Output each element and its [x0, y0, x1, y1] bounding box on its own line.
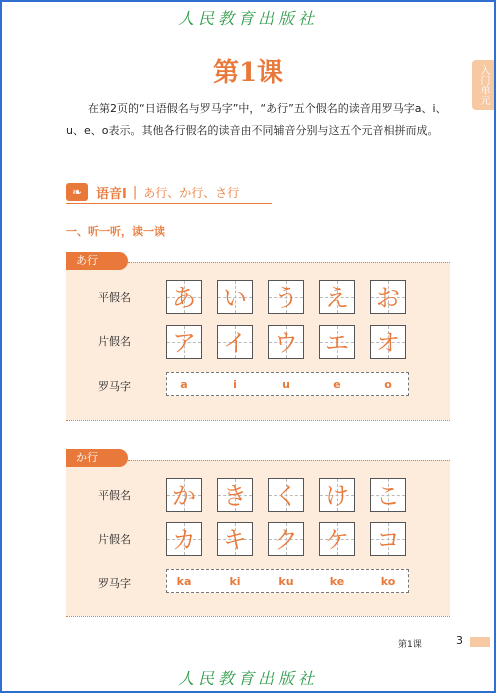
- romaji-text: o: [384, 378, 392, 391]
- lesson-title: 第1课: [212, 58, 284, 88]
- publisher-logo-bottom: 人民教育出版社: [177, 669, 318, 688]
- kana-cell: う: [268, 280, 304, 314]
- romaji-text: ku: [278, 575, 294, 588]
- kana-cell: か: [166, 478, 202, 512]
- romaji-text: a: [180, 378, 188, 391]
- kana-cell: ケ: [319, 522, 355, 556]
- row-label-hiragana: 平假名: [98, 291, 131, 304]
- kana-cell: コ: [370, 522, 406, 556]
- kana-cell: き: [217, 478, 253, 512]
- romaji-text: ki: [229, 575, 241, 588]
- leaf-icon: ❧: [66, 183, 88, 201]
- panel-bottom-dotline: [66, 616, 450, 617]
- kana-cell: く: [268, 478, 304, 512]
- kana-cell: お: [370, 280, 406, 314]
- romaji-text: e: [333, 378, 341, 391]
- section-heading: [66, 182, 272, 202]
- footer-lesson-label: 第1课: [398, 640, 422, 650]
- row-label-katakana: 片假名: [98, 335, 131, 348]
- panel-bottom-dotline: [66, 420, 450, 421]
- footer-accent-bar: [470, 637, 490, 647]
- kana-cell: エ: [319, 325, 355, 359]
- kana-cell: オ: [370, 325, 406, 359]
- section-divider: |: [132, 184, 138, 200]
- section-underline: [66, 203, 272, 204]
- kana-cell: ク: [268, 522, 304, 556]
- romaji-text: ka: [176, 575, 192, 588]
- panel-top-dotline: [128, 262, 450, 263]
- group-tag-a: あ行: [66, 252, 128, 270]
- row-label-romaji: 罗马字: [98, 380, 131, 393]
- kana-cell: け: [319, 478, 355, 512]
- row-label-katakana: 片假名: [98, 533, 131, 546]
- panel-top-dotline: [128, 460, 450, 461]
- row-label-romaji: 罗马字: [98, 577, 131, 590]
- kana-cell: え: [319, 280, 355, 314]
- publisher-logo-top: 人民教育出版社: [177, 9, 318, 28]
- intro-paragraph: 在第2页的“日语假名与罗马字”中，“あ行”五个假名的读音用罗马字a、i、u、e、o表示。其他各行假名的读音由不同辅音分别与这五个元音相拼而成。: [66, 102, 447, 137]
- exercise-subhead: 一、听一听，读一读: [66, 225, 165, 238]
- kana-cell: あ: [166, 280, 202, 314]
- section-label: 语音Ⅰ: [96, 186, 127, 202]
- romaji-text: u: [282, 378, 290, 391]
- row-label-hiragana: 平假名: [98, 489, 131, 502]
- kana-cell: キ: [217, 522, 253, 556]
- kana-cell: ア: [166, 325, 202, 359]
- kana-cell: こ: [370, 478, 406, 512]
- kana-cell: カ: [166, 522, 202, 556]
- romaji-text: i: [233, 378, 237, 391]
- kana-cell: ウ: [268, 325, 304, 359]
- kana-cell: い: [217, 280, 253, 314]
- kana-cell: イ: [217, 325, 253, 359]
- page-number: 3: [456, 634, 463, 647]
- romaji-text: ke: [329, 575, 345, 588]
- side-tab: 入门单元: [472, 60, 494, 110]
- group-tag-ka: か行: [66, 449, 128, 467]
- section-topics: あ行、か行、さ行: [143, 185, 240, 200]
- romaji-text: ko: [380, 575, 396, 588]
